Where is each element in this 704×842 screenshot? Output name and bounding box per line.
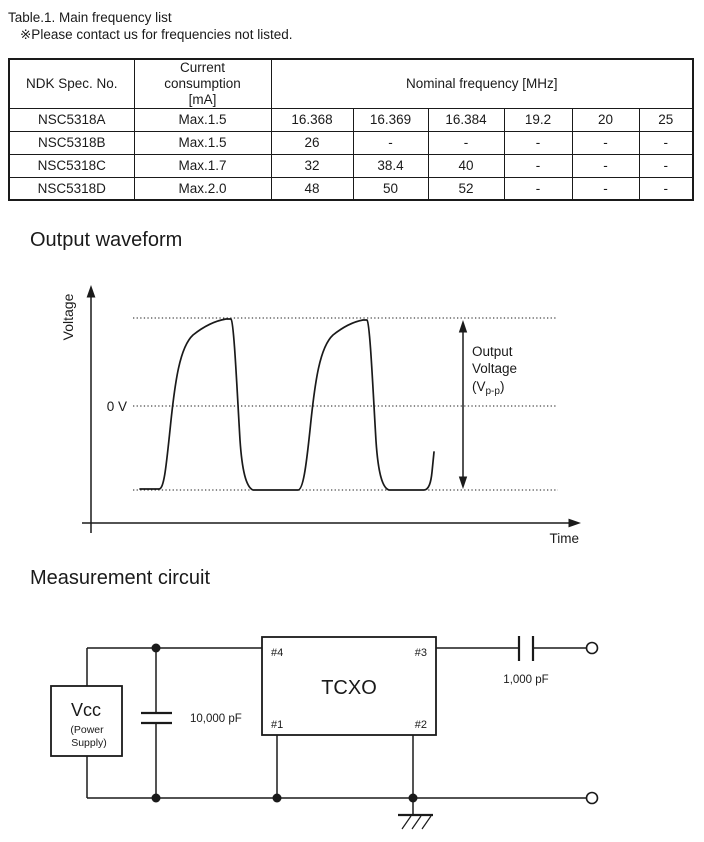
- pin3-label: #3: [414, 647, 427, 659]
- table-cell: 16.368: [271, 108, 353, 131]
- vpp-measure-arrow: [459, 320, 467, 489]
- table-cell: Max.1.7: [134, 154, 271, 177]
- col-header-frequency: Nominal frequency [MHz]: [271, 59, 693, 108]
- zero-volt-label: 0 V: [106, 399, 127, 414]
- table-title: Table.1. Main frequency list: [8, 10, 172, 25]
- table-cell: Max.1.5: [134, 131, 271, 154]
- table-cell: NSC5318C: [9, 154, 134, 177]
- table-cell: -: [572, 154, 639, 177]
- junction-dot: [152, 794, 161, 803]
- table-cell: Max.1.5: [134, 108, 271, 131]
- pin1-label: #1: [271, 719, 284, 731]
- table-cell: NSC5318A: [9, 108, 134, 131]
- table-cell: NSC5318B: [9, 131, 134, 154]
- voltage-axis-arrowhead: [87, 285, 96, 298]
- output-waveform-heading: Output waveform: [30, 229, 183, 251]
- table-cell: -: [353, 131, 428, 154]
- output-capacitor: [519, 636, 533, 661]
- output-waveform-curve: [140, 319, 434, 490]
- output-waveform-diagram: [60, 280, 585, 552]
- junction-dot: [152, 644, 161, 653]
- pin4-label: #4: [271, 647, 284, 659]
- table-cell: 19.2: [504, 108, 572, 131]
- table-row: [9, 154, 693, 177]
- table-cell: -: [504, 131, 572, 154]
- table-header-row: [9, 59, 693, 108]
- pin2-label: #2: [414, 719, 427, 731]
- table-cell: 50: [353, 177, 428, 200]
- table-cell: -: [572, 131, 639, 154]
- bypass-capacitor-label: 10,000 pF: [190, 713, 242, 725]
- table-cell: -: [639, 154, 693, 177]
- voltage-axis-label: Voltage: [60, 293, 76, 341]
- table-cell: NSC5318D: [9, 177, 134, 200]
- table-cell: 20: [572, 108, 639, 131]
- table-note: ※Please contact us for frequencies not listed.: [20, 27, 293, 42]
- vpp-annotation-line2: Voltage: [472, 361, 518, 376]
- table-cell: 48: [271, 177, 353, 200]
- junction-dot: [409, 794, 418, 803]
- measurement-circuit-diagram: [30, 595, 640, 842]
- measurement-circuit-heading: Measurement circuit: [30, 567, 211, 589]
- table-row: [9, 108, 693, 131]
- table-cell: -: [639, 177, 693, 200]
- vpp-close: ): [499, 379, 505, 394]
- ground-symbol: [398, 815, 433, 829]
- table-cell: -: [504, 177, 572, 200]
- table-cell: -: [639, 131, 693, 154]
- table-cell: 40: [428, 154, 504, 177]
- table-cell: 32: [271, 154, 353, 177]
- table-cell: -: [572, 177, 639, 200]
- table-cell: 25: [639, 108, 693, 131]
- table-cell: 38.4: [353, 154, 428, 177]
- time-axis: [82, 519, 581, 528]
- ground-terminal: [587, 793, 598, 804]
- table-row: [9, 131, 693, 154]
- power-supply-sub2: Supply): [71, 737, 107, 749]
- table-cell: 16.369: [353, 108, 428, 131]
- output-capacitor-label: 1,000 pF: [503, 674, 549, 686]
- frequency-table: [8, 58, 694, 201]
- tcxo-label: TCXO: [321, 677, 377, 699]
- vpp-annotation-line1: Output: [472, 344, 513, 359]
- table-cell: -: [428, 131, 504, 154]
- bypass-capacitor: [141, 713, 172, 723]
- table-cell: -: [504, 154, 572, 177]
- table-row: [9, 177, 693, 200]
- table-cell: 16.384: [428, 108, 504, 131]
- vpp-subscript: p-p: [485, 386, 500, 397]
- table-cell: Max.2.0: [134, 177, 271, 200]
- power-supply-label: Vcc: [70, 700, 102, 720]
- table-cell: 26: [271, 131, 353, 154]
- table-cell: 52: [428, 177, 504, 200]
- col-header-spec: NDK Spec. No.: [9, 59, 134, 108]
- voltage-axis: [87, 285, 96, 533]
- time-axis-label: Time: [549, 531, 579, 546]
- col-header-current: Current consumption [mA]: [134, 59, 271, 108]
- vpp-open: (V: [472, 379, 486, 394]
- vpp-annotation-line3: [472, 379, 504, 397]
- output-terminal: [587, 643, 598, 654]
- time-axis-arrowhead: [569, 519, 582, 528]
- power-supply-sub1: (Power: [70, 724, 104, 736]
- junction-dot: [273, 794, 282, 803]
